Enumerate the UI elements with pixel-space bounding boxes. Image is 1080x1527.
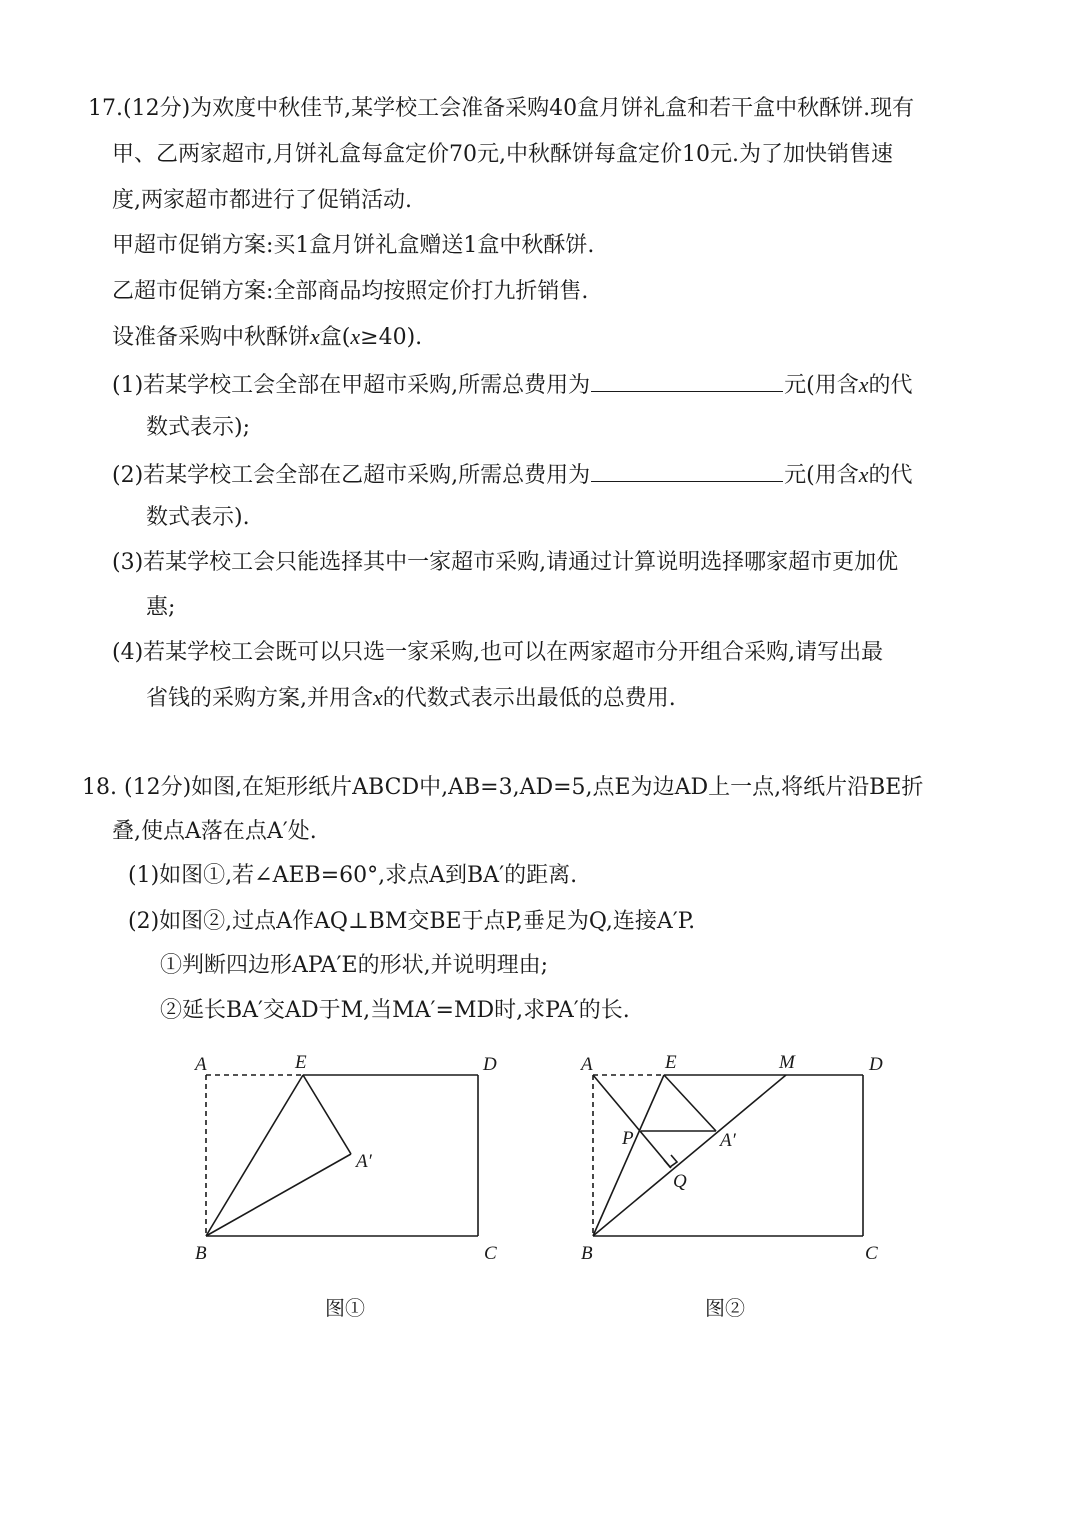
fig1-label-C: C bbox=[484, 1243, 497, 1264]
fig1-label-D: D bbox=[483, 1054, 497, 1075]
fig1-caption: 图① bbox=[325, 1296, 365, 1320]
fig1-label-A-prime: A′ bbox=[356, 1151, 372, 1172]
q18-part-2: (2)如图②,过点A作AQ⊥BM交BE于点P,垂足为Q,连接A′P. bbox=[128, 909, 696, 934]
q17-score: (12分) bbox=[123, 96, 191, 121]
q17-part-1: (1)若某学校工会全部在甲超市采购,所需总费用为 元(用含x的代 bbox=[112, 369, 913, 401]
q17-part-4-cont: 省钱的采购方案,并用含x的代数式表示出最低的总费用. bbox=[146, 685, 676, 711]
q18-stem-1: 如图,在矩形纸片ABCD中,AB=3,AD=5,点E为边AD上一点,将纸片沿BE折 bbox=[191, 775, 924, 800]
fig1-label-A: A bbox=[195, 1054, 207, 1075]
q17-part-3: (3)若某学校工会只能选择其中一家超市采购,请通过计算说明选择哪家超市更加优 bbox=[112, 550, 899, 575]
fig1-label-B: B bbox=[195, 1243, 207, 1264]
q18-number: 18. bbox=[82, 775, 117, 800]
q18-part-2b: ②延长BA′交AD于M,当MA′=MD时,求PA′的长. bbox=[160, 998, 630, 1023]
q17-part-3-cont: 惠; bbox=[146, 595, 176, 620]
q17-number: 17. bbox=[88, 96, 123, 121]
q18-line-2: 叠,使点A落在点A′处. bbox=[112, 819, 317, 844]
q17-part-1-cont: 数式表示); bbox=[146, 415, 250, 440]
q17-plan-a: 甲超市促销方案:买1盒月饼礼盒赠送1盒中秋酥饼. bbox=[112, 233, 595, 258]
fig2-caption: 图② bbox=[705, 1296, 745, 1320]
var-x: x bbox=[310, 324, 320, 349]
q17-part-4: (4)若某学校工会既可以只选一家采购,也可以在两家超市分开组合采购,请写出最 bbox=[112, 640, 884, 665]
fig2-segment-BM bbox=[593, 1075, 786, 1236]
fig1-label-E: E bbox=[295, 1052, 307, 1073]
q17-part-2: (2)若某学校工会全部在乙超市采购,所需总费用为 元(用含x的代 bbox=[112, 459, 913, 491]
q18-part-2a: ①判断四边形APA′E的形状,并说明理由; bbox=[160, 953, 549, 978]
q18-score: (12分) bbox=[124, 775, 192, 800]
fig2-segment-AQ bbox=[593, 1075, 671, 1168]
fig2-label-A-prime: A′ bbox=[720, 1130, 736, 1151]
fig2-label-P: P bbox=[622, 1128, 634, 1149]
fig2-label-C: C bbox=[865, 1243, 878, 1264]
q17-setup: 设准备采购中秋酥饼x盒(x≥40). bbox=[112, 324, 423, 350]
fig2-label-E: E bbox=[665, 1052, 677, 1073]
fig2-label-A: A bbox=[581, 1054, 593, 1075]
fig2-label-Q: Q bbox=[673, 1171, 687, 1192]
fig2-label-D: D bbox=[869, 1054, 883, 1075]
var-x: x bbox=[350, 324, 361, 349]
q17-part-2-cont: 数式表示). bbox=[146, 505, 250, 530]
fig2-segment-EA-prime bbox=[664, 1075, 716, 1131]
fig2-segment-BE bbox=[593, 1075, 664, 1236]
q17-plan-b: 乙超市促销方案:全部商品均按照定价打九折销售. bbox=[112, 279, 589, 304]
q17-stem-1: 为欢度中秋佳节,某学校工会准备采购40盒月饼礼盒和若干盒中秋酥饼.现有 bbox=[190, 96, 915, 121]
fig2-label-B: B bbox=[581, 1243, 593, 1264]
q18-part-1: (1)如图①,若∠AEB=60°,求点A到BA′的距离. bbox=[128, 863, 578, 888]
q17-line-2: 甲、乙两家超市,月饼礼盒每盒定价70元,中秋酥饼每盒定价10元.为了加快销售速 bbox=[112, 142, 893, 167]
q17-line-3: 度,两家超市都进行了促销活动. bbox=[112, 188, 412, 213]
fig2-label-M: M bbox=[779, 1052, 795, 1073]
